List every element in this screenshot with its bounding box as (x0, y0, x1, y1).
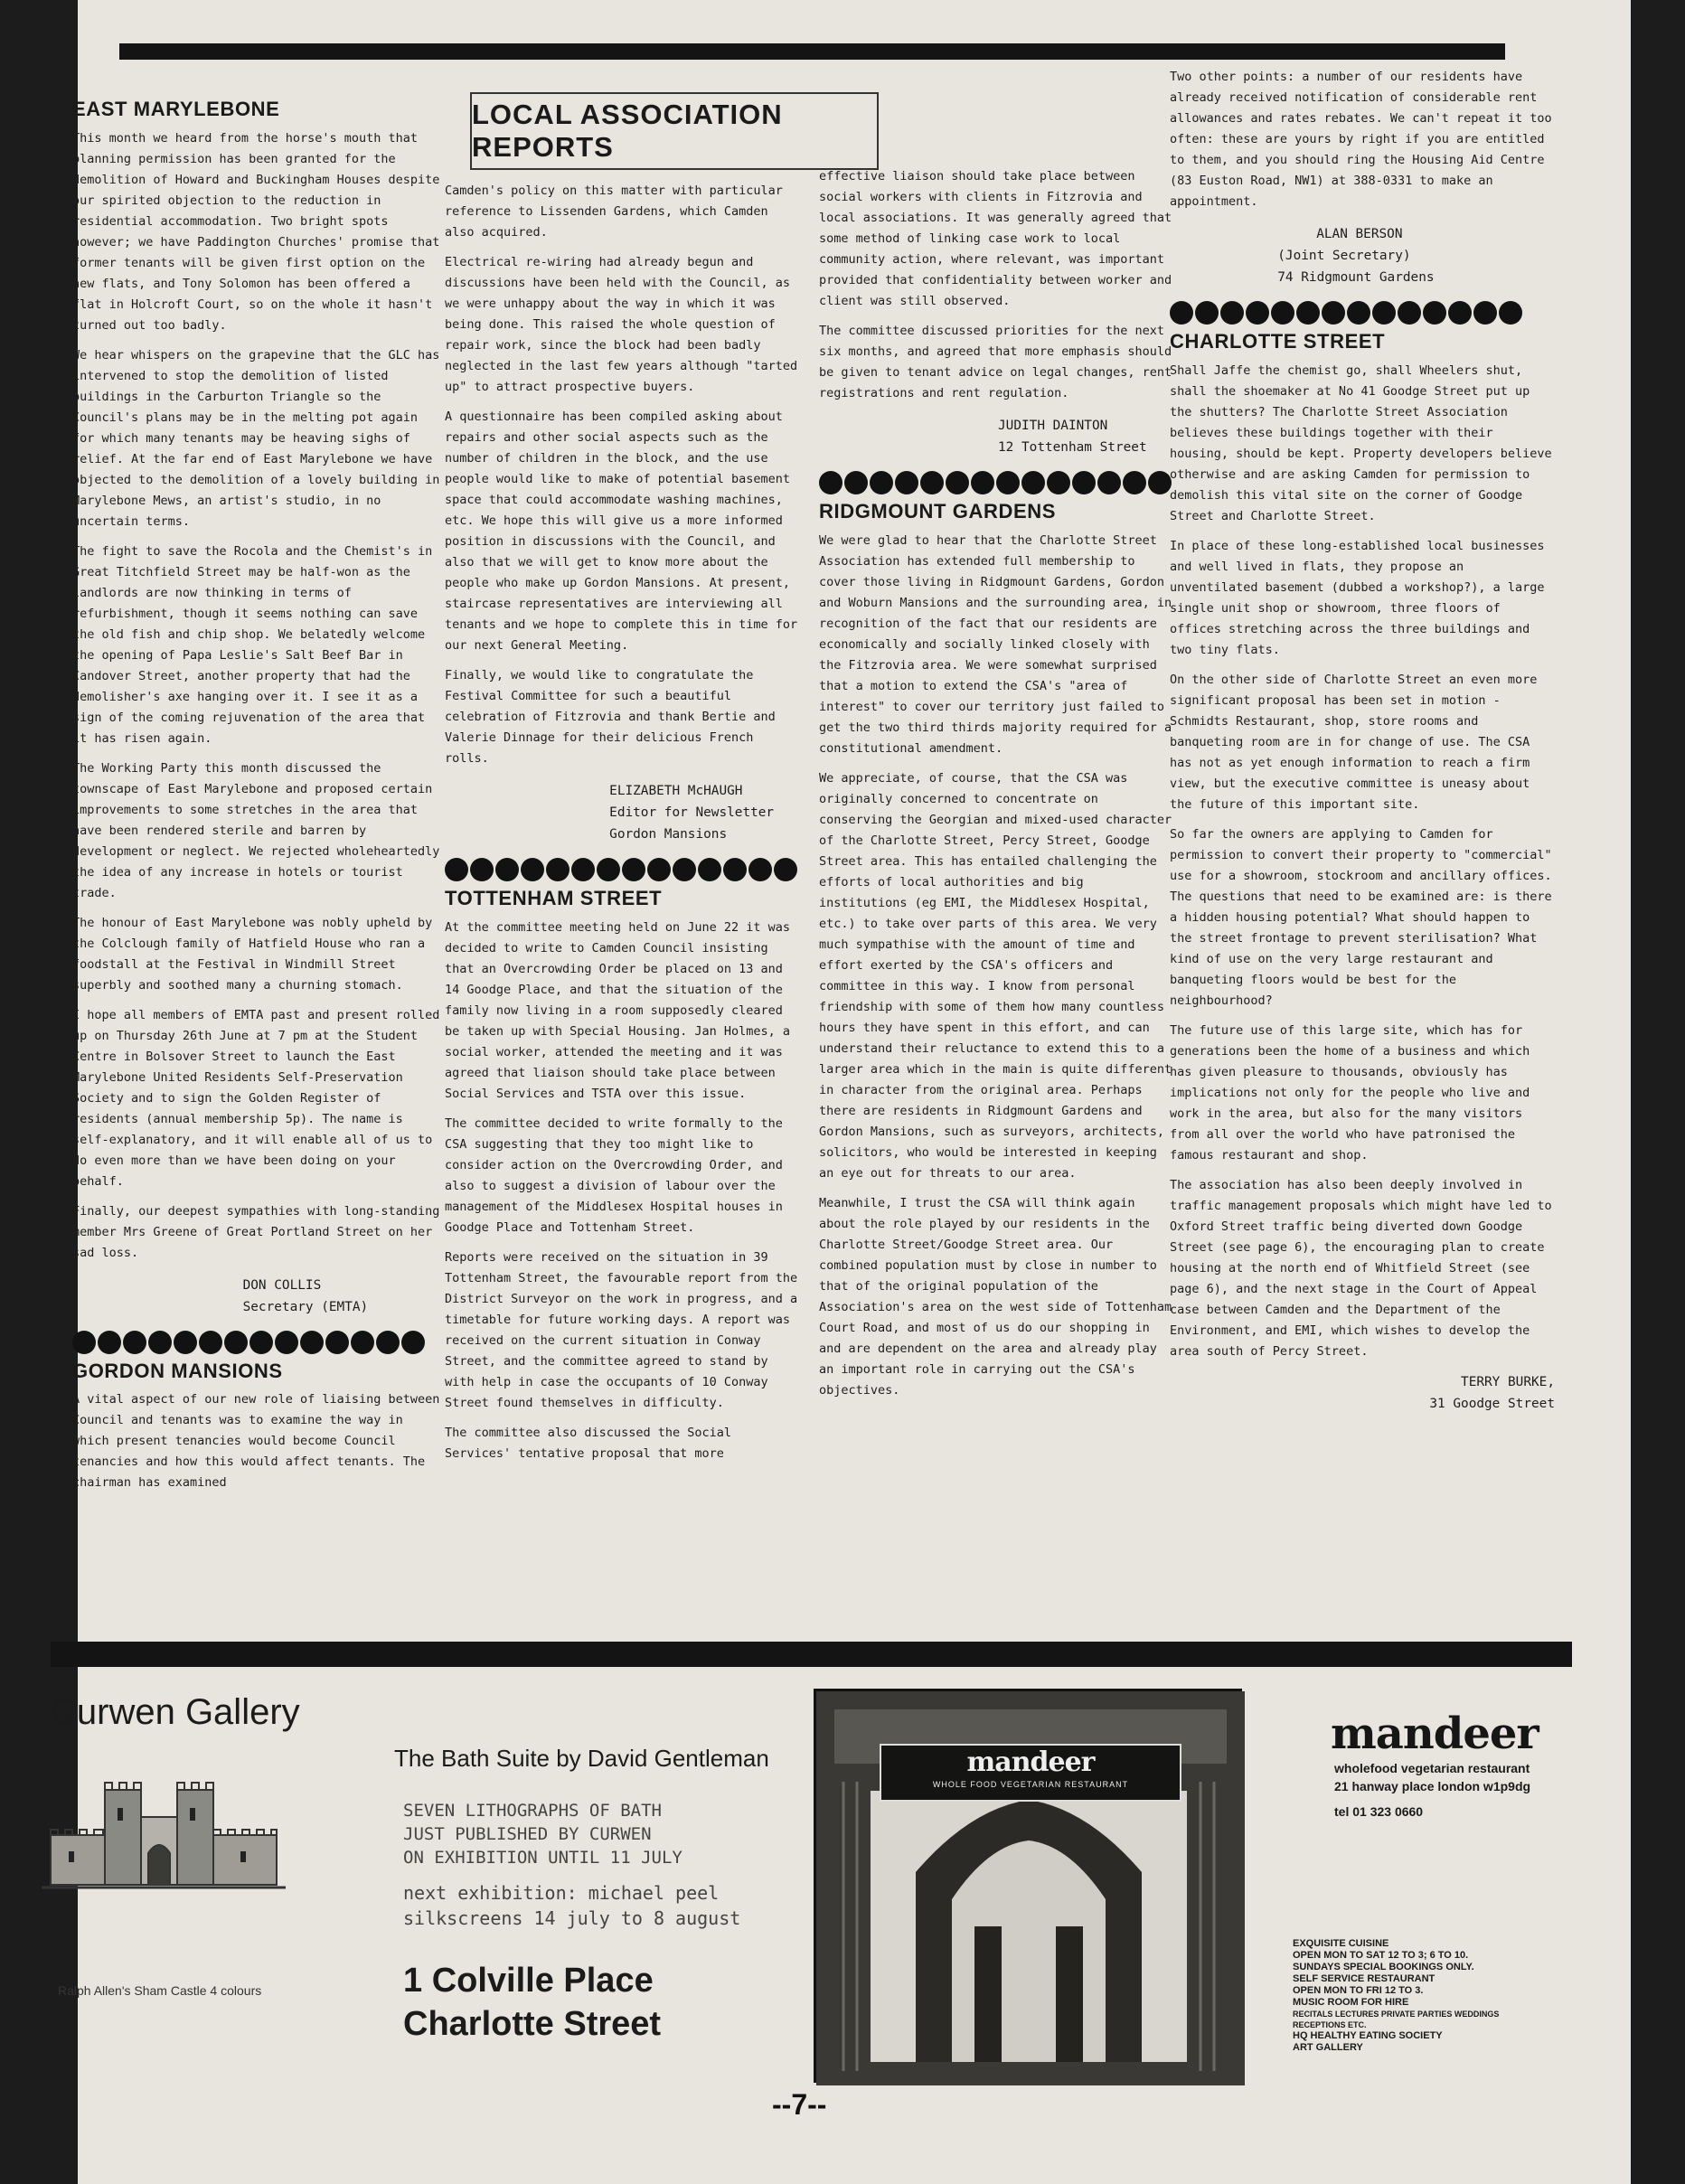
mandeer-service-item: ART GALLERY (1293, 2042, 1363, 2053)
signature-name: JUDITH DAINTON (998, 419, 1108, 433)
tottenham-street-paragraph: Reports were received on the situation in 39 Tottenham Street, the favourable report from the District Surveyor on the work in progress, and a timetable for future working days. A report was received on the current situation in Conway Street, and the committee agreed to stand by with help in case the occupants of 10 Conway Street found themselves in difficulty. (445, 1249, 798, 1410)
east-marylebone-paragraph: I hope all members of EMTA past and present rolled up on Thursday 26th June at 7 pm at the Student Centre in Bolsover Street to launch the East Marylebone United Residents Self-Preservation Society and to sign the Golden Register of residents (annual membership 5p). The name is self-explanatory, and it will enable all of us to do even more than we have been doing on your behalf. (72, 1007, 440, 1189)
column-2 (445, 181, 803, 1473)
east-marylebone-heading: EAST MARYLEBONE (72, 98, 280, 120)
signature-address: 31 Goodge Street (1429, 1396, 1555, 1411)
ridgmount-gardens-paragraph: Two other points: a number of our residents have already received notification of considerable rent allowances and rates rebates. We can't repeat it too often: these are yours by right if you are entitled to them, and you should ring the Housing Aid Centre (83 Euston Road, NW1) at 388-0331 to make an appointment. (1170, 70, 1552, 209)
charlotte-street-paragraph: The future use of this large site, which has for generations been the home of a business and which has given pleasure to thousands, obviously has implications not only for the people who live and work in the area, but also for the many visitors from all over the world who have patronised the famous restaurant and shop. (1170, 1022, 1530, 1163)
curwen-address-line: 1 Colville Place (403, 1962, 654, 2000)
mandeer-service-item: SUNDAYS SPECIAL BOOKINGS ONLY. (1293, 1962, 1474, 1972)
signature-name: ELIZABETH McHAUGH (609, 784, 743, 798)
curwen-exhibition-line: JUST PUBLISHED BY CURWEN (403, 1824, 652, 1844)
signature-role: Editor for Newsletter (609, 805, 775, 820)
charlotte-street-paragraph: Shall Jaffe the chemist go, shall Wheelers shut, shall the shoemaker at No 41 Goodge Street put up the shutters? The Charlotte Street Association believes these buildings together with their housing, should be kept. Property developers believe otherwise and are asking Camden for permission to demolish this vital site on the corner of Goodge Street and Charlotte Street. (1170, 362, 1552, 523)
curwen-title: Curwen Gallery (51, 1692, 300, 1732)
section-divider-dots (445, 858, 803, 881)
signature-name: TERRY BURKE, (1461, 1374, 1555, 1389)
gordon-mansions-heading: GORDON MANSIONS (72, 1359, 283, 1382)
bottom-rule (51, 1642, 1572, 1667)
tottenham-street-paragraph: The committee also discussed the Social Services' tentative proposal that more (445, 1425, 731, 1461)
charlotte-street-paragraph: On the other side of Charlotte Street an even more significant proposal has been set in motion - Schmidts Restaurant, shop, store rooms and banqueting room are in for change of use. The CSA has not as yet enough information to reach a firm view, but the executive committee is uneasy about the future of this important site. (1170, 672, 1538, 812)
mandeer-service-item: HQ HEALTHY EATING SOCIETY (1293, 2030, 1443, 2041)
ridgmount-gardens-signature (1170, 223, 1555, 288)
east-marylebone-paragraph: This month we heard from the horse's mouth that planning permission has been granted for the demolition of Howard and Buckingham Houses despite our spirited objection to the reduction in residential accommodation. Two bright spots however; we have Paddington Churches' promise that former tenants will be given first option on the new flats, and Tony Solomon has been offered a flat in Holcroft Court, so on the whole it hasn't turned out too badly. (72, 130, 440, 333)
mandeer-service-item: MUSIC ROOM FOR HIRE (1293, 1997, 1409, 2008)
mandeer-service-item: OPEN MON TO FRI 12 TO 3. (1293, 1985, 1424, 1996)
page-title: LOCAL ASSOCIATION REPORTS (472, 99, 783, 163)
east-marylebone-paragraph: The honour of East Marylebone was nobly upheld by the Colclough family of Hatfield House who ran a foodstall at the Festival in Windmill Street superbly and soothed many a churning stomach. (72, 915, 433, 993)
gordon-mansions-paragraph: Camden's policy on this matter with particular reference to Lissenden Gardens, which Camden also acquired. (445, 184, 783, 240)
mandeer-storefront-illustration (814, 1689, 1242, 2083)
mandeer-service-item: SELF SERVICE RESTAURANT (1293, 1973, 1436, 1984)
signature-role: (Joint Secretary) (1277, 249, 1411, 263)
charlotte-street-heading: CHARLOTTE STREET (1170, 330, 1386, 353)
section-divider-dots (819, 471, 1177, 494)
newspaper-page (51, 0, 1631, 2184)
signature-role: Secretary (EMTA) (242, 1299, 369, 1314)
charlotte-street-paragraph: In place of these long-established local businesses and well lived in flats, they propose an unventilated basement (dubbed a workshop?), a large single unit shop or showroom, three floors of offices stretching across the three buildings and two tiny flats. (1170, 538, 1545, 657)
signature-address: 12 Tottenham Street (998, 440, 1147, 455)
top-rule (119, 43, 1505, 60)
curwen-exhibition-line: ON EXHIBITION UNTIL 11 JULY (403, 1848, 682, 1868)
tottenham-street-signature (819, 415, 1177, 458)
curwen-subtitle: The Bath Suite by David Gentleman (394, 1745, 769, 1772)
tottenham-street-paragraph: The committee discussed priorities for the next six months, and agreed that more emphasis should be given to tenant advice on legal changes, rent registrations and rent regulation. (819, 324, 1172, 400)
signature-name: ALAN BERSON (1316, 227, 1403, 241)
tottenham-street-paragraph: The committee decided to write formally to the CSA suggesting that they too might like to consider action on the Overcrowding Order, and also to suggest a division of labour over the management of the Middlesex Hospital houses in Goodge Place and Tottenham Street. (445, 1116, 783, 1235)
east-marylebone-paragraph: We hear whispers on the grapevine that the GLC has intervened to stop the demolition of listed buildings in the Carburton Triangle so the Council's plans may be in the melting pot again for which many tenants may be heaving sighs of relief. At the far end of East Marylebone we have objected to the demolition of a lovely building in Marylebone Mews, an artist's studio, in no uncertain terms. (72, 347, 440, 529)
page-number: --7-- (772, 2088, 827, 2121)
storefront-sign (880, 1744, 1181, 1802)
mandeer-logo: mandeer (1331, 1709, 1539, 1759)
charlotte-street-paragraph: The association has also been deeply involved in traffic management proposals which might have led to Oxford Street traffic being diverted down Goodge Street (see page 6), the encouraging plan to create housing at the north end of Whitfield Street (see page 6), and the next stage in the Court of Appeal case between Camden and the Department of the Environment, and EMI, which wishes to develop the area south of Percy Street. (1170, 1177, 1552, 1359)
curwen-next-exhibition: next exhibition: michael peel (403, 1882, 720, 1904)
curwen-next-exhibition: silkscreens 14 july to 8 august (403, 1907, 741, 1929)
curwen-address-line: Charlotte Street (403, 2005, 662, 2043)
mandeer-service-item: RECITALS LECTURES PRIVATE PARTIES WEDDINGS (1293, 2010, 1500, 2019)
tottenham-street-paragraph: effective liaison should take place between social workers with clients in Fitzrovia and local associations. It was generally agreed that some method of linking case work to local community action, where relevant, was important provided that confidentiality between worker and client was still observed. (819, 169, 1172, 308)
sham-castle-illustration (42, 1763, 286, 1898)
mandeer-service-item: RECEPTIONS ETC. (1293, 2020, 1367, 2029)
east-marylebone-signature (72, 1275, 443, 1318)
tottenham-street-paragraph: At the committee meeting held on June 22 it was decided to write to Camden Council insisting that an Overcrowding Order be placed on 13 and 14 Goodge Place, and that the situation of the family now living in a room supposedly cleared be taken up with Special Housing. Jan Holmes, a social worker, attended the meeting and it was agreed that liaison should take place between Social Services and TSTA over this issue. (445, 919, 791, 1101)
east-marylebone-paragraph: The fight to save the Rocola and the Chemist's in Great Titchfield Street may be half-won as the landlords are now thinking in terms of refurbishment, though it seems nothing can save the old fish and chip shop. We belatedly welcome the opening of Papa Leslie's Salt Beef Bar in Candover Street, another property that had the demolisher's axe hanging over it. I see it as a sign of the coming rejuvenation of the area that it has risen again. (72, 543, 433, 746)
signature-name: DON COLLIS (242, 1277, 322, 1293)
section-divider-dots (72, 1331, 443, 1354)
signature-address: 74 Ridgmount Gardens (1277, 270, 1435, 285)
storefront-sign-logo: mandeer (966, 1746, 1095, 1778)
charlotte-street-paragraph: So far the owners are applying to Camden for permission to convert their property to "commercial" use for a showroom, stockroom and ancillary offices. The questions that need to be examined are: is there a hidden housing potential? What should happen to the street frontage to prevent sterilisation? What kind of use on the very large restaurant and banqueting floors would be best for the neighbourhood? (1170, 826, 1552, 1008)
signature-place: Gordon Mansions (609, 827, 728, 842)
gordon-mansions-paragraph: Electrical re-wiring had already begun and discussions have been held with the Council, as we were unhappy about the way in which it was being done. This raised the whole question of repair work, since the block had been badly neglected in the last few years although "tarted up" to attract prospective buyers. (445, 255, 798, 394)
ridgmount-gardens-paragraph: Meanwhile, I trust the CSA will think again about the role played by our residents in the Charlotte Street/Goodge Street area. Our combined population must by close in number to that of the original population of the Association's area on the west side of Tottenham Court Road, and most of us do our shopping in and are dependent on the area and already play an important role in carrying out the CSA's objectives. (819, 1195, 1172, 1398)
mandeer-address: 21 hanway place london w1p9dg (1334, 1779, 1531, 1793)
gordon-mansions-paragraph: A vital aspect of our new role of liaising between Council and tenants was to examine the way in which present tenancies would become Council tenancies and how this would affect tenants. The chairman has examined (72, 1392, 440, 1490)
mandeer-services-list (1293, 1938, 1591, 2054)
column-4 (1170, 67, 1555, 1426)
curwen-exhibition-line: SEVEN LITHOGRAPHS OF BATH (403, 1801, 662, 1821)
gordon-mansions-paragraph: A questionnaire has been compiled asking about repairs and other social aspects such as the number of children in the block, and the use people would like to make of potential basement space that could accommodate washing machines, etc. We hope this will give us a more informed position in discussions with the Council, and also that we will get to know more about the people who make up Gordon Mansions. At present, staircase representatives are interviewing all tenants and we hope to complete this in time for our next General Meeting. (445, 410, 798, 653)
east-marylebone-paragraph: Finally, our deepest sympathies with long-standing member Mrs Greene of Great Portland Street on her sad loss. (72, 1203, 440, 1260)
mandeer-tagline: wholefood vegetarian restaurant (1334, 1761, 1530, 1775)
ridgmount-gardens-heading: RIDGMOUNT GARDENS (819, 500, 1056, 522)
mandeer-service-item: EXQUISITE CUISINE (1293, 1938, 1389, 1949)
tottenham-street-heading: TOTTENHAM STREET (445, 887, 663, 909)
curwen-caption: Ralph Allen's Sham Castle 4 colours (58, 1983, 262, 1998)
east-marylebone-paragraph: The Working Party this month discussed the townscape of East Marylebone and proposed certain improvements to some stretches in the area that have been rendered sterile and barren by development or neglect. We rejected wholeheartedly the idea of any increase in hotels or tourist trade. (72, 760, 440, 900)
mandeer-service-item: OPEN MON TO SAT 12 TO 3; 6 TO 10. (1293, 1950, 1469, 1961)
charlotte-street-signature (1170, 1371, 1555, 1415)
ridgmount-gardens-paragraph: We appreciate, of course, that the CSA was originally concerned to concentrate on conserving the Georgian and mixed-used character of the Charlotte Street, Percy Street, Goodge Street area. This has entailed challenging the efforts of local authorities and big institutions (eg EMI, the Middlesex Hospital, etc.) to take over parts of this area. We very much sympathise with the amount of time and effort exerted by the CSA's officers and committee in this way. I know from personal friendship with some of them how many countless hours they have spent in this effort, and can understand their reluctance to extend this to a larger area which in the main is quite different in character from the original area. Perhaps there are residents in Ridgmount Gardens and Gordon Mansions, such as surveyors, architects, solicitors, who would be interested in keeping an eye out for threats to our area. (819, 770, 1172, 1181)
column-3 (819, 166, 1177, 1410)
storefront-sign-subtitle: WHOLE FOOD VEGETARIAN RESTAURANT (932, 1780, 1129, 1789)
page-title-box (470, 92, 879, 170)
ridgmount-gardens-paragraph: We were glad to hear that the Charlotte Street Association has extended full membership to cover those living in Ridgmount Gardens, Gordon and Woburn Mansions and the surrounding area, in recognition of the fact that our residents are economically and socially linked closely with the Fitzrovia area. We were somewhat surprised that a motion to extend the CSA's "area of interest" to cover our territory just failed to get the two third thirds majority required for a constitutional amendment. (819, 532, 1172, 756)
gordon-mansions-paragraph: Finally, we would like to congratulate the Festival Committee for such a beautiful celebration of Fitzrovia and thank Bertie and Valerie Dinnage for their delicious French rolls. (445, 668, 776, 766)
column-1 (72, 98, 443, 1502)
gordon-mansions-signature (445, 780, 803, 845)
section-divider-dots (1170, 301, 1555, 325)
mandeer-phone: tel 01 323 0660 (1334, 1804, 1424, 1819)
